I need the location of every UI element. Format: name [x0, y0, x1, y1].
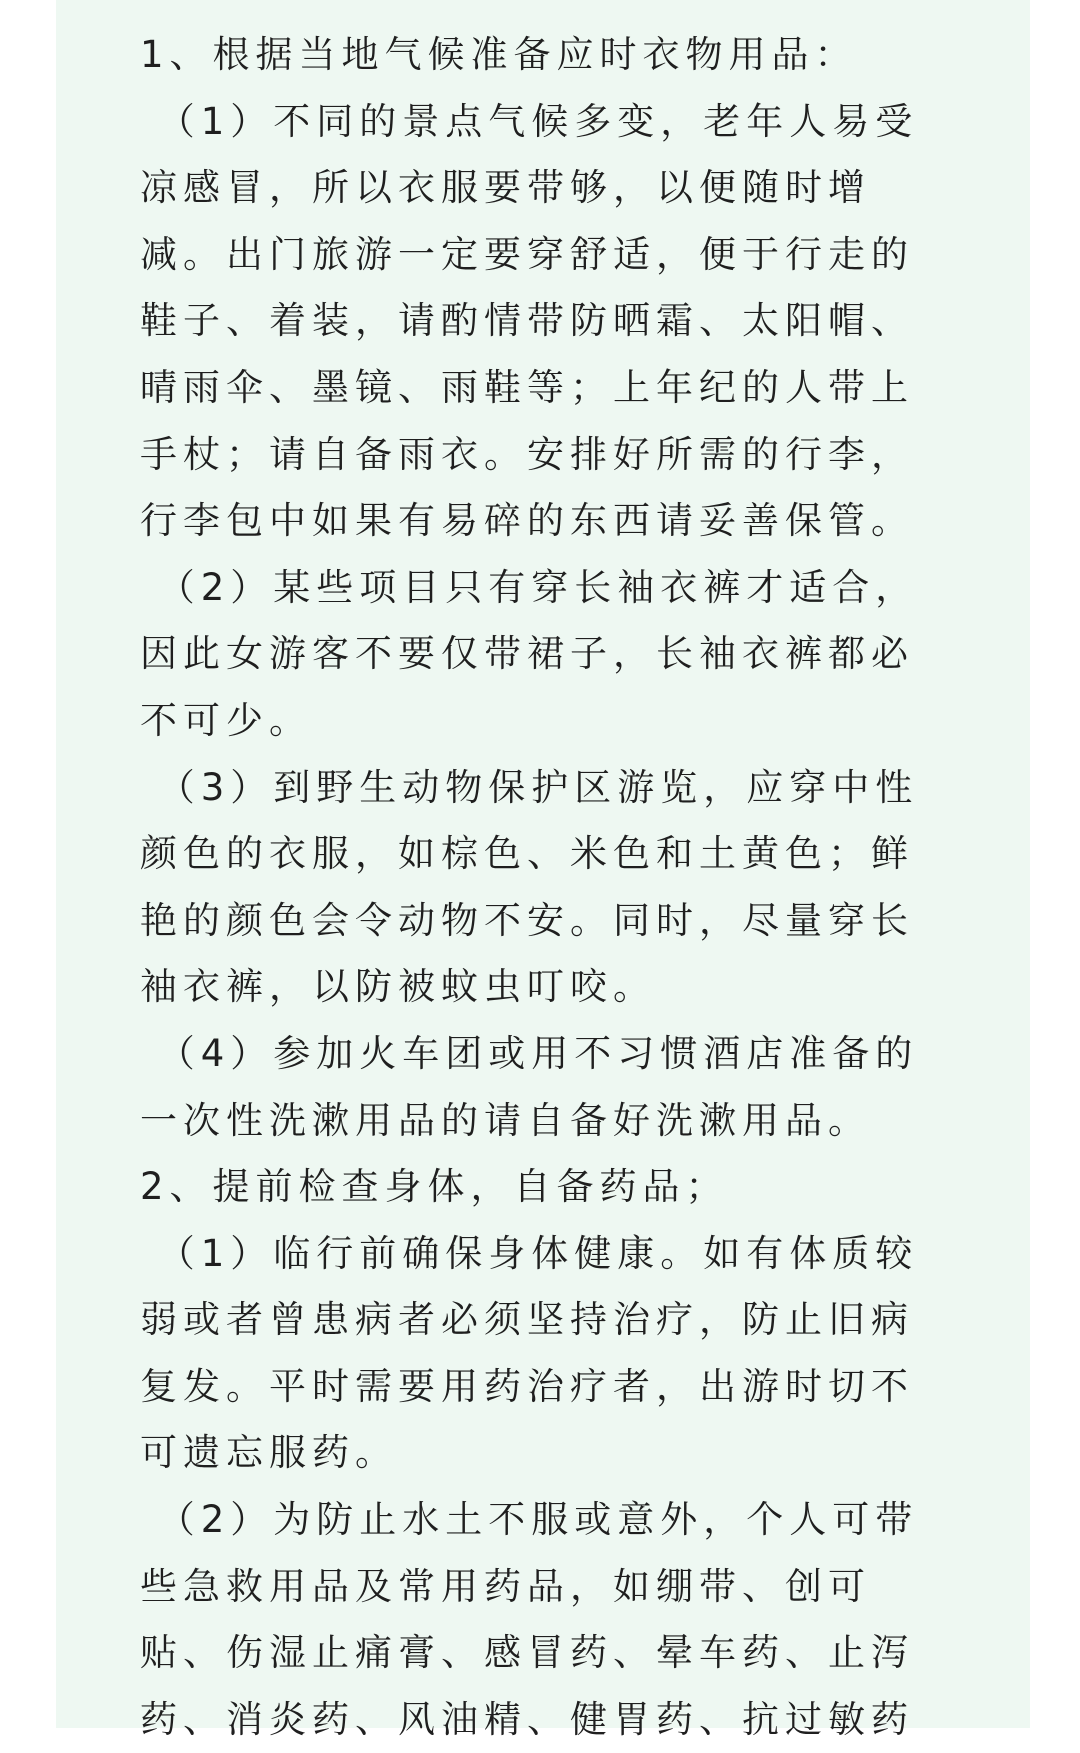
paragraph-wildlife-colors: （3）到野生动物保护区游览，应穿中性颜色的衣服，如棕色、米色和土黄色；鲜艳的颜色会令动物不安。同时，尽量穿长袖衣裤，以防被蚊虫叮咬。 — [140, 765, 919, 1009]
paragraph-long-sleeves: （2）某些项目只有穿长袖衣裤才适合，因此女游客不要仅带裙子，长袖衣裤都必不可少。 — [140, 565, 919, 742]
section-heading-health: 2、提前检查身体，自备药品； — [140, 1165, 729, 1209]
paragraph-medicine: （2）为防止水土不服或意外，个人可带些急救用品及常用药品，如绷带、创可贴、伤湿止痛膏、感冒药、晕车药、止泻药、消炎药、风油精、健胃药、抗过敏药 — [140, 1498, 919, 1741]
paragraph-climate-clothing: （1）不同的景点气候多变，老年人易受凉感冒，所以衣服要带够，以便随时增减。出门旅游一定要穿舒适，便于行走的鞋子、着装，请酌情带防晒霜、太阳帽、晴雨伞、墨镜、雨鞋等；上年纪的人带上手杖；请自备雨衣。安排好所需的行李，行李包中如果有易碎的东西请妥善保管。 — [140, 99, 919, 543]
paragraph-health-check: （1）临行前确保身体健康。如有体质较弱或者曾患病者必须坚持治疗，防止旧病复发。平时需要用药治疗者，出游时切不可遗忘服药。 — [140, 1231, 919, 1475]
article-body — [140, 22, 940, 1753]
section-heading-clothing: 1、根据当地气候准备应时衣物用品： — [140, 33, 858, 76]
paragraph-toiletries: （4）参加火车团或用不习惯酒店准备的一次性洗漱用品的请自备好洗漱用品。 — [140, 1031, 919, 1142]
